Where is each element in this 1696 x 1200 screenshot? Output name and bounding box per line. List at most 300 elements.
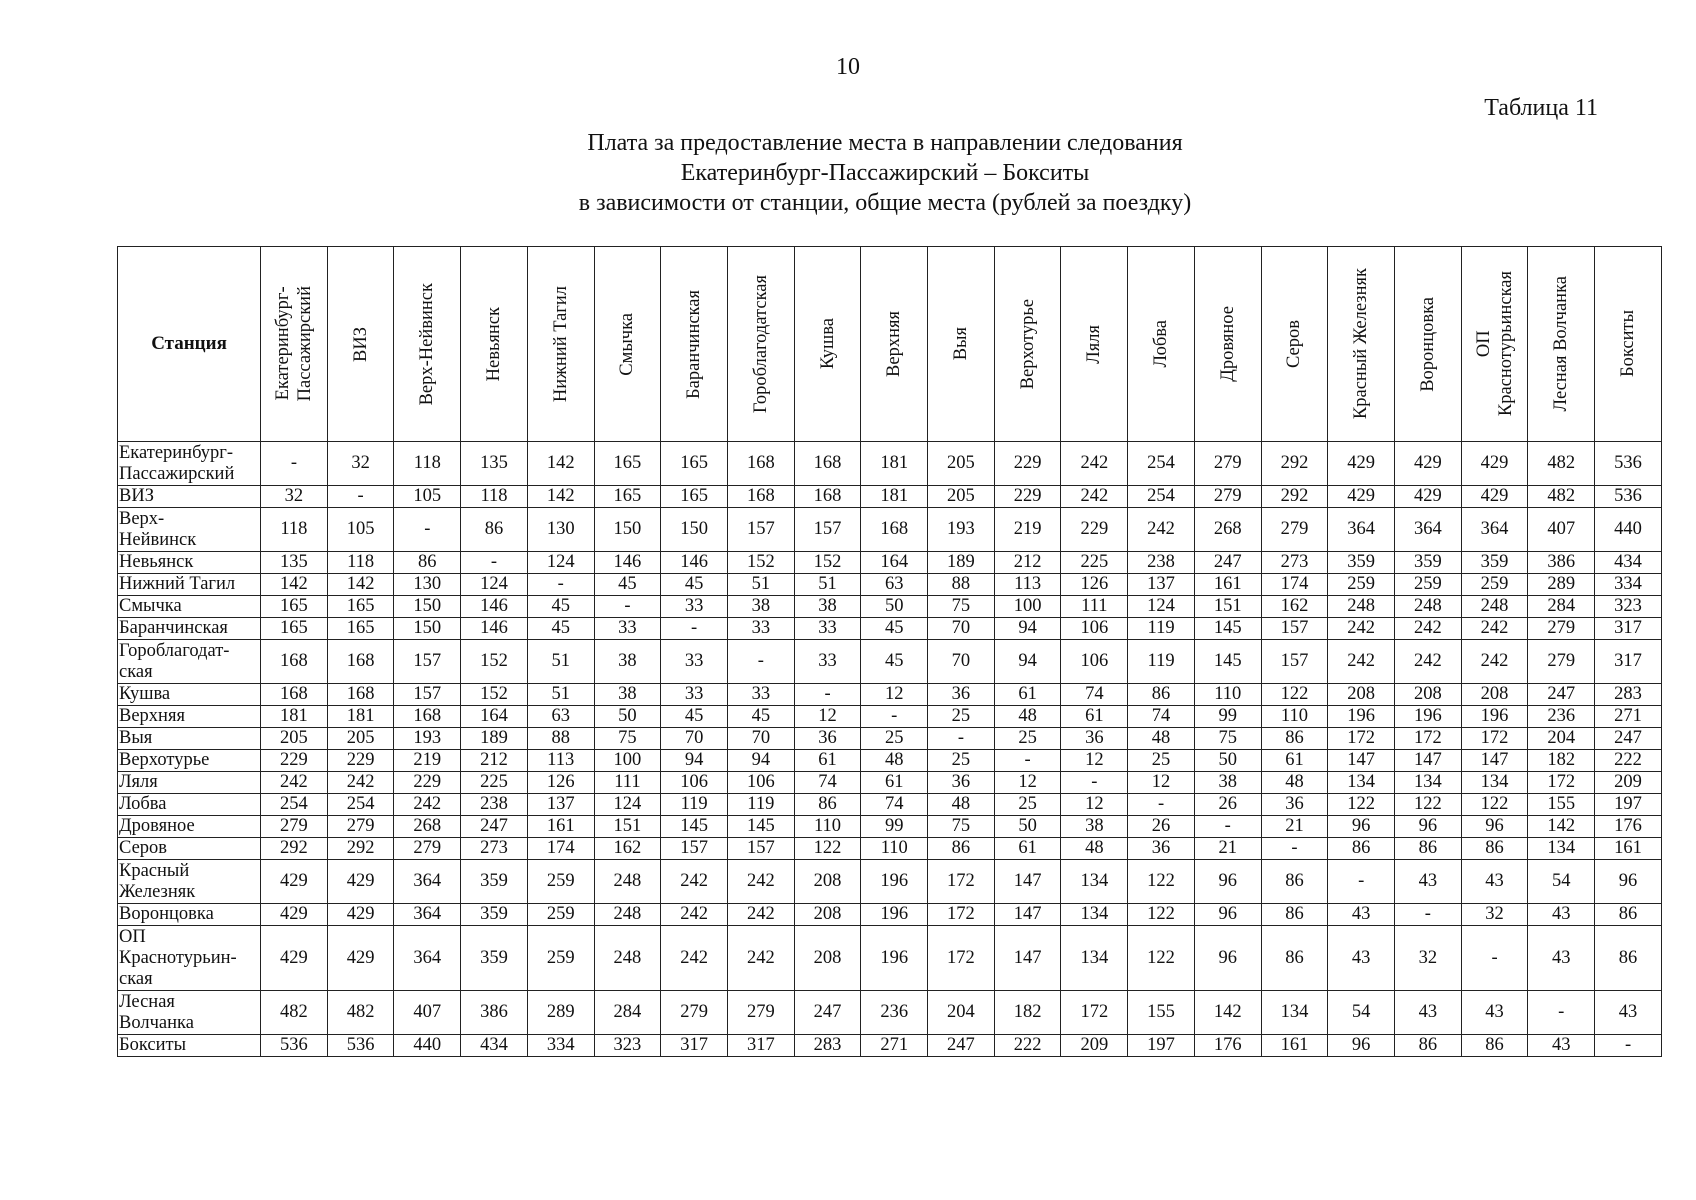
fare-cell: 283 bbox=[1595, 684, 1662, 706]
fare-cell: 317 bbox=[661, 1035, 728, 1057]
fare-cell: 429 bbox=[327, 860, 394, 904]
fare-cell: 86 bbox=[1261, 904, 1328, 926]
fare-cell: - bbox=[1128, 794, 1195, 816]
fare-cell: 25 bbox=[928, 706, 995, 728]
fare-cell: 208 bbox=[1461, 684, 1528, 706]
fare-cell: 289 bbox=[1528, 574, 1595, 596]
fare-cell: 50 bbox=[1194, 750, 1261, 772]
row-station: Нижний Тагил bbox=[118, 574, 261, 596]
fare-cell: - bbox=[928, 728, 995, 750]
fare-cell: 482 bbox=[1528, 442, 1595, 486]
fare-cell: 33 bbox=[661, 640, 728, 684]
fare-cell: 25 bbox=[994, 728, 1061, 750]
fare-cell: 196 bbox=[861, 926, 928, 991]
fare-cell: - bbox=[461, 552, 528, 574]
fare-cell: 193 bbox=[394, 728, 461, 750]
fare-cell: 386 bbox=[1528, 552, 1595, 574]
fare-cell: 43 bbox=[1528, 926, 1595, 991]
fare-cell: 248 bbox=[1328, 596, 1395, 618]
fare-cell: 317 bbox=[727, 1035, 794, 1057]
fare-cell: 162 bbox=[594, 838, 661, 860]
fare-cell: 118 bbox=[327, 552, 394, 574]
fare-cell: 63 bbox=[527, 706, 594, 728]
fare-cell: 130 bbox=[527, 508, 594, 552]
fare-cell: 75 bbox=[928, 816, 995, 838]
column-header bbox=[661, 247, 728, 442]
fare-cell: 70 bbox=[661, 728, 728, 750]
fare-cell: 105 bbox=[394, 486, 461, 508]
table-row bbox=[118, 486, 1662, 508]
fare-cell: 165 bbox=[661, 442, 728, 486]
fare-cell: 152 bbox=[794, 552, 861, 574]
fare-cell: 229 bbox=[394, 772, 461, 794]
fare-cell: 364 bbox=[394, 904, 461, 926]
fare-cell: 157 bbox=[394, 684, 461, 706]
fare-cell: 242 bbox=[1061, 486, 1128, 508]
fare-cell: 134 bbox=[1461, 772, 1528, 794]
column-header bbox=[1128, 247, 1195, 442]
fare-cell: 536 bbox=[1595, 486, 1662, 508]
fare-cell: 182 bbox=[1528, 750, 1595, 772]
fare-cell: 386 bbox=[461, 991, 528, 1035]
fare-cell: 25 bbox=[861, 728, 928, 750]
fare-cell: 208 bbox=[1395, 684, 1462, 706]
column-header bbox=[1328, 247, 1395, 442]
column-header-label: Верх-Нейвинск bbox=[417, 282, 438, 406]
fare-cell: 147 bbox=[994, 860, 1061, 904]
fare-cell: - bbox=[1595, 1035, 1662, 1057]
fare-cell: 38 bbox=[594, 684, 661, 706]
fare-cell: 96 bbox=[1328, 1035, 1395, 1057]
fare-cell: 36 bbox=[1128, 838, 1195, 860]
fare-cell: - bbox=[327, 486, 394, 508]
fare-cell: 222 bbox=[994, 1035, 1061, 1057]
fare-cell: 440 bbox=[394, 1035, 461, 1057]
fare-cell: 51 bbox=[727, 574, 794, 596]
fare-cell: 196 bbox=[861, 860, 928, 904]
fare-cell: 165 bbox=[661, 486, 728, 508]
fare-cell: 86 bbox=[1128, 684, 1195, 706]
fare-cell: 94 bbox=[661, 750, 728, 772]
fare-cell: 48 bbox=[1061, 838, 1128, 860]
column-header-label: ОП Краснотурьинская bbox=[1473, 271, 1516, 417]
fare-cell: 157 bbox=[661, 838, 728, 860]
fare-cell: 51 bbox=[527, 640, 594, 684]
fare-cell: 242 bbox=[1395, 640, 1462, 684]
fare-cell: 110 bbox=[1194, 684, 1261, 706]
fare-cell: 165 bbox=[261, 596, 328, 618]
fare-cell: 174 bbox=[1261, 574, 1328, 596]
column-header-label: Верхотурье bbox=[1017, 298, 1038, 390]
fare-cell: 279 bbox=[1261, 508, 1328, 552]
fare-cell: 105 bbox=[327, 508, 394, 552]
fare-cell: 147 bbox=[994, 926, 1061, 991]
fare-cell: 204 bbox=[928, 991, 995, 1035]
fare-cell: 209 bbox=[1595, 772, 1662, 794]
fare-cell: 284 bbox=[594, 991, 661, 1035]
column-header bbox=[261, 247, 328, 442]
fare-cell: 359 bbox=[1461, 552, 1528, 574]
fare-cell: 289 bbox=[527, 991, 594, 1035]
fare-cell: 434 bbox=[461, 1035, 528, 1057]
fare-cell: 119 bbox=[727, 794, 794, 816]
fare-cell: 134 bbox=[1328, 772, 1395, 794]
fare-cell: 48 bbox=[1128, 728, 1195, 750]
fare-cell: 118 bbox=[261, 508, 328, 552]
fare-cell: 181 bbox=[327, 706, 394, 728]
fare-cell: 43 bbox=[1461, 860, 1528, 904]
fare-cell: 429 bbox=[261, 904, 328, 926]
fare-cell: 165 bbox=[327, 618, 394, 640]
fare-cell: 86 bbox=[1395, 838, 1462, 860]
fare-cell: 86 bbox=[1261, 860, 1328, 904]
fare-cell: 208 bbox=[794, 904, 861, 926]
fare-cell: 242 bbox=[1061, 442, 1128, 486]
fare-cell: 242 bbox=[661, 926, 728, 991]
fare-cell: 142 bbox=[1194, 991, 1261, 1035]
table-row bbox=[118, 574, 1662, 596]
fare-cell: 122 bbox=[1128, 860, 1195, 904]
fare-cell: 70 bbox=[727, 728, 794, 750]
fare-cell: - bbox=[727, 640, 794, 684]
fare-cell: 86 bbox=[1261, 728, 1328, 750]
fare-cell: 38 bbox=[1061, 816, 1128, 838]
row-station: Екатеринбург- Пассажирский bbox=[118, 442, 261, 486]
fare-cell: 61 bbox=[1061, 706, 1128, 728]
fare-cell: 32 bbox=[261, 486, 328, 508]
column-header bbox=[1061, 247, 1128, 442]
fare-cell: 212 bbox=[994, 552, 1061, 574]
row-station: Лобва bbox=[118, 794, 261, 816]
fare-cell: 124 bbox=[594, 794, 661, 816]
fare-cell: 146 bbox=[661, 552, 728, 574]
row-station: Красный Железняк bbox=[118, 860, 261, 904]
fare-cell: 208 bbox=[794, 926, 861, 991]
fare-cell: - bbox=[1461, 926, 1528, 991]
fare-cell: 205 bbox=[327, 728, 394, 750]
fare-cell: 147 bbox=[994, 904, 1061, 926]
fare-cell: 33 bbox=[661, 596, 728, 618]
fare-cell: 247 bbox=[794, 991, 861, 1035]
table-row bbox=[118, 794, 1662, 816]
fare-cell: 242 bbox=[661, 860, 728, 904]
fare-table bbox=[117, 246, 1662, 1057]
fare-cell: 219 bbox=[994, 508, 1061, 552]
fare-cell: 247 bbox=[928, 1035, 995, 1057]
fare-cell: 168 bbox=[727, 442, 794, 486]
fare-cell: 43 bbox=[1595, 991, 1662, 1035]
fare-cell: 279 bbox=[661, 991, 728, 1035]
table-row bbox=[118, 442, 1662, 486]
fare-cell: 434 bbox=[1595, 552, 1662, 574]
fare-cell: 45 bbox=[527, 596, 594, 618]
column-header bbox=[461, 247, 528, 442]
column-header-label: Ляля bbox=[1084, 324, 1105, 364]
column-header-label: Дровяное bbox=[1217, 306, 1238, 382]
fare-cell: 119 bbox=[661, 794, 728, 816]
fare-cell: 96 bbox=[1328, 816, 1395, 838]
column-header-label: Бокситы bbox=[1618, 310, 1639, 378]
fare-cell: - bbox=[394, 508, 461, 552]
fare-cell: 359 bbox=[1328, 552, 1395, 574]
table-row bbox=[118, 926, 1662, 991]
fare-cell: 135 bbox=[261, 552, 328, 574]
fare-cell: 268 bbox=[1194, 508, 1261, 552]
column-header bbox=[1395, 247, 1462, 442]
fare-cell: 12 bbox=[794, 706, 861, 728]
fare-cell: 429 bbox=[1461, 442, 1528, 486]
column-header-label: Верхняя bbox=[884, 311, 905, 377]
fare-cell: 152 bbox=[461, 640, 528, 684]
fare-cell: 168 bbox=[394, 706, 461, 728]
fare-cell: 25 bbox=[994, 794, 1061, 816]
column-header-label: Баранчинская bbox=[684, 289, 705, 399]
fare-cell: 150 bbox=[394, 618, 461, 640]
table-row bbox=[118, 838, 1662, 860]
column-header bbox=[1595, 247, 1662, 442]
fare-cell: 122 bbox=[1128, 904, 1195, 926]
fare-cell: 196 bbox=[1395, 706, 1462, 728]
fare-cell: 323 bbox=[594, 1035, 661, 1057]
fare-cell: 259 bbox=[1328, 574, 1395, 596]
fare-cell: 99 bbox=[861, 816, 928, 838]
fare-cell: 165 bbox=[594, 486, 661, 508]
fare-cell: 323 bbox=[1595, 596, 1662, 618]
column-header-label: Серов bbox=[1284, 319, 1305, 368]
fare-cell: 212 bbox=[461, 750, 528, 772]
fare-cell: 32 bbox=[1395, 926, 1462, 991]
fare-cell: 43 bbox=[1528, 904, 1595, 926]
fare-cell: 38 bbox=[594, 640, 661, 684]
fare-cell: 248 bbox=[594, 860, 661, 904]
fare-cell: 151 bbox=[1194, 596, 1261, 618]
fare-cell: 248 bbox=[1461, 596, 1528, 618]
fare-cell: 45 bbox=[861, 640, 928, 684]
fare-cell: 135 bbox=[461, 442, 528, 486]
fare-cell: 205 bbox=[261, 728, 328, 750]
fare-cell: 271 bbox=[861, 1035, 928, 1057]
fare-cell: 273 bbox=[461, 838, 528, 860]
table-row bbox=[118, 772, 1662, 794]
fare-cell: 204 bbox=[1528, 728, 1595, 750]
table-row bbox=[118, 596, 1662, 618]
fare-cell: 292 bbox=[261, 838, 328, 860]
fare-cell: 181 bbox=[861, 486, 928, 508]
fare-cell: 75 bbox=[1194, 728, 1261, 750]
row-station: Серов bbox=[118, 838, 261, 860]
row-station: Дровяное bbox=[118, 816, 261, 838]
fare-cell: 38 bbox=[1194, 772, 1261, 794]
fare-cell: 86 bbox=[1261, 926, 1328, 991]
fare-cell: 32 bbox=[327, 442, 394, 486]
row-station: Лесная Волчанка bbox=[118, 991, 261, 1035]
fare-cell: 43 bbox=[1395, 860, 1462, 904]
column-header-label: Выя bbox=[950, 327, 971, 361]
fare-cell: 168 bbox=[327, 684, 394, 706]
fare-cell: 242 bbox=[261, 772, 328, 794]
fare-cell: 176 bbox=[1595, 816, 1662, 838]
fare-cell: 38 bbox=[794, 596, 861, 618]
fare-cell: 43 bbox=[1328, 926, 1395, 991]
fare-cell: 229 bbox=[994, 442, 1061, 486]
fare-cell: 259 bbox=[527, 860, 594, 904]
fare-cell: 407 bbox=[394, 991, 461, 1035]
fare-cell: 208 bbox=[794, 860, 861, 904]
fare-cell: 359 bbox=[1395, 552, 1462, 574]
fare-cell: 94 bbox=[994, 618, 1061, 640]
fare-cell: 25 bbox=[928, 750, 995, 772]
fare-cell: 122 bbox=[1261, 684, 1328, 706]
fare-cell: 151 bbox=[594, 816, 661, 838]
fare-cell: 248 bbox=[594, 926, 661, 991]
column-header-label: Гороблагодатская bbox=[750, 274, 771, 414]
fare-cell: 146 bbox=[461, 596, 528, 618]
fare-cell: 142 bbox=[527, 442, 594, 486]
fare-cell: 242 bbox=[394, 794, 461, 816]
fare-cell: 142 bbox=[527, 486, 594, 508]
fare-cell: 229 bbox=[994, 486, 1061, 508]
fare-cell: 236 bbox=[1528, 706, 1595, 728]
fare-cell: 155 bbox=[1128, 991, 1195, 1035]
column-header-label: Смычка bbox=[617, 312, 638, 376]
fare-cell: 205 bbox=[928, 442, 995, 486]
fare-cell: 429 bbox=[327, 904, 394, 926]
fare-cell: 61 bbox=[1261, 750, 1328, 772]
fare-cell: 181 bbox=[261, 706, 328, 728]
fare-cell: 36 bbox=[1261, 794, 1328, 816]
fare-cell: 273 bbox=[1261, 552, 1328, 574]
fare-cell: 279 bbox=[1528, 640, 1595, 684]
row-station: Выя bbox=[118, 728, 261, 750]
fare-cell: 317 bbox=[1595, 640, 1662, 684]
fare-cell: - bbox=[994, 750, 1061, 772]
fare-cell: 86 bbox=[1595, 904, 1662, 926]
fare-cell: 122 bbox=[1128, 926, 1195, 991]
fare-cell: 172 bbox=[928, 926, 995, 991]
fare-cell: 219 bbox=[394, 750, 461, 772]
fare-cell: 86 bbox=[928, 838, 995, 860]
fare-cell: 122 bbox=[1395, 794, 1462, 816]
fare-cell: 279 bbox=[1194, 486, 1261, 508]
column-header bbox=[1261, 247, 1328, 442]
fare-cell: - bbox=[794, 684, 861, 706]
fare-cell: 168 bbox=[727, 486, 794, 508]
fare-cell: 88 bbox=[527, 728, 594, 750]
fare-cell: 106 bbox=[727, 772, 794, 794]
row-station: Баранчинская bbox=[118, 618, 261, 640]
fare-cell: 254 bbox=[1128, 442, 1195, 486]
column-header-label: Нижний Тагил bbox=[550, 285, 571, 403]
fare-cell: 168 bbox=[261, 640, 328, 684]
fare-cell: 48 bbox=[861, 750, 928, 772]
fare-cell: 12 bbox=[994, 772, 1061, 794]
fare-cell: 229 bbox=[1061, 508, 1128, 552]
row-station: Гороблагодат- ская bbox=[118, 640, 261, 684]
fare-cell: 157 bbox=[1261, 618, 1328, 640]
fare-cell: 152 bbox=[727, 552, 794, 574]
fare-cell: 45 bbox=[727, 706, 794, 728]
table-row bbox=[118, 728, 1662, 750]
fare-cell: 536 bbox=[261, 1035, 328, 1057]
fare-cell: 145 bbox=[661, 816, 728, 838]
fare-cell: 110 bbox=[861, 838, 928, 860]
fare-cell: - bbox=[861, 706, 928, 728]
fare-cell: 197 bbox=[1595, 794, 1662, 816]
fare-cell: 259 bbox=[527, 926, 594, 991]
fare-cell: 225 bbox=[1061, 552, 1128, 574]
fare-cell: 157 bbox=[394, 640, 461, 684]
fare-cell: - bbox=[1261, 838, 1328, 860]
fare-cell: 429 bbox=[1328, 486, 1395, 508]
fare-cell: 142 bbox=[1528, 816, 1595, 838]
fare-cell: 94 bbox=[994, 640, 1061, 684]
fare-cell: 86 bbox=[1328, 838, 1395, 860]
fare-cell: 174 bbox=[527, 838, 594, 860]
fare-cell: 36 bbox=[928, 684, 995, 706]
fare-cell: 150 bbox=[661, 508, 728, 552]
fare-cell: 86 bbox=[794, 794, 861, 816]
column-header bbox=[327, 247, 394, 442]
fare-cell: 74 bbox=[861, 794, 928, 816]
fare-cell: 96 bbox=[1194, 904, 1261, 926]
fare-cell: 248 bbox=[1395, 596, 1462, 618]
title-line: в зависимости от станции, общие места (рублей за поездку) bbox=[578, 190, 1192, 216]
fare-cell: 145 bbox=[727, 816, 794, 838]
fare-cell: 429 bbox=[327, 926, 394, 991]
fare-cell: 134 bbox=[1528, 838, 1595, 860]
fare-cell: 33 bbox=[794, 640, 861, 684]
row-station: Ляля bbox=[118, 772, 261, 794]
fare-cell: 36 bbox=[1061, 728, 1128, 750]
fare-cell: 189 bbox=[461, 728, 528, 750]
fare-cell: 259 bbox=[1461, 574, 1528, 596]
fare-cell: 168 bbox=[794, 486, 861, 508]
fare-cell: 38 bbox=[727, 596, 794, 618]
fare-cell: 359 bbox=[461, 860, 528, 904]
fare-cell: 130 bbox=[394, 574, 461, 596]
fare-cell: 268 bbox=[394, 816, 461, 838]
fare-cell: 222 bbox=[1595, 750, 1662, 772]
fare-cell: 182 bbox=[994, 991, 1061, 1035]
row-station: ВИЗ bbox=[118, 486, 261, 508]
fare-cell: 161 bbox=[1595, 838, 1662, 860]
fare-cell: 164 bbox=[861, 552, 928, 574]
row-station: Воронцовка bbox=[118, 904, 261, 926]
fare-cell: 146 bbox=[461, 618, 528, 640]
fare-cell: 189 bbox=[928, 552, 995, 574]
fare-cell: 50 bbox=[994, 816, 1061, 838]
fare-cell: 242 bbox=[1461, 618, 1528, 640]
column-header bbox=[1461, 247, 1528, 442]
fare-cell: 196 bbox=[861, 904, 928, 926]
fare-cell: - bbox=[661, 618, 728, 640]
table-row bbox=[118, 618, 1662, 640]
fare-cell: 197 bbox=[1128, 1035, 1195, 1057]
fare-cell: 33 bbox=[727, 684, 794, 706]
fare-cell: 74 bbox=[794, 772, 861, 794]
fare-cell: 162 bbox=[1261, 596, 1328, 618]
fare-cell: 482 bbox=[1528, 486, 1595, 508]
fare-cell: 242 bbox=[1128, 508, 1195, 552]
fare-cell: 172 bbox=[1461, 728, 1528, 750]
column-header-label: Лобва bbox=[1151, 320, 1172, 368]
fare-cell: 134 bbox=[1061, 860, 1128, 904]
fare-cell: 429 bbox=[1395, 442, 1462, 486]
fare-cell: 236 bbox=[861, 991, 928, 1035]
fare-cell: 238 bbox=[1128, 552, 1195, 574]
fare-cell: 86 bbox=[1461, 838, 1528, 860]
fare-cell: 254 bbox=[327, 794, 394, 816]
